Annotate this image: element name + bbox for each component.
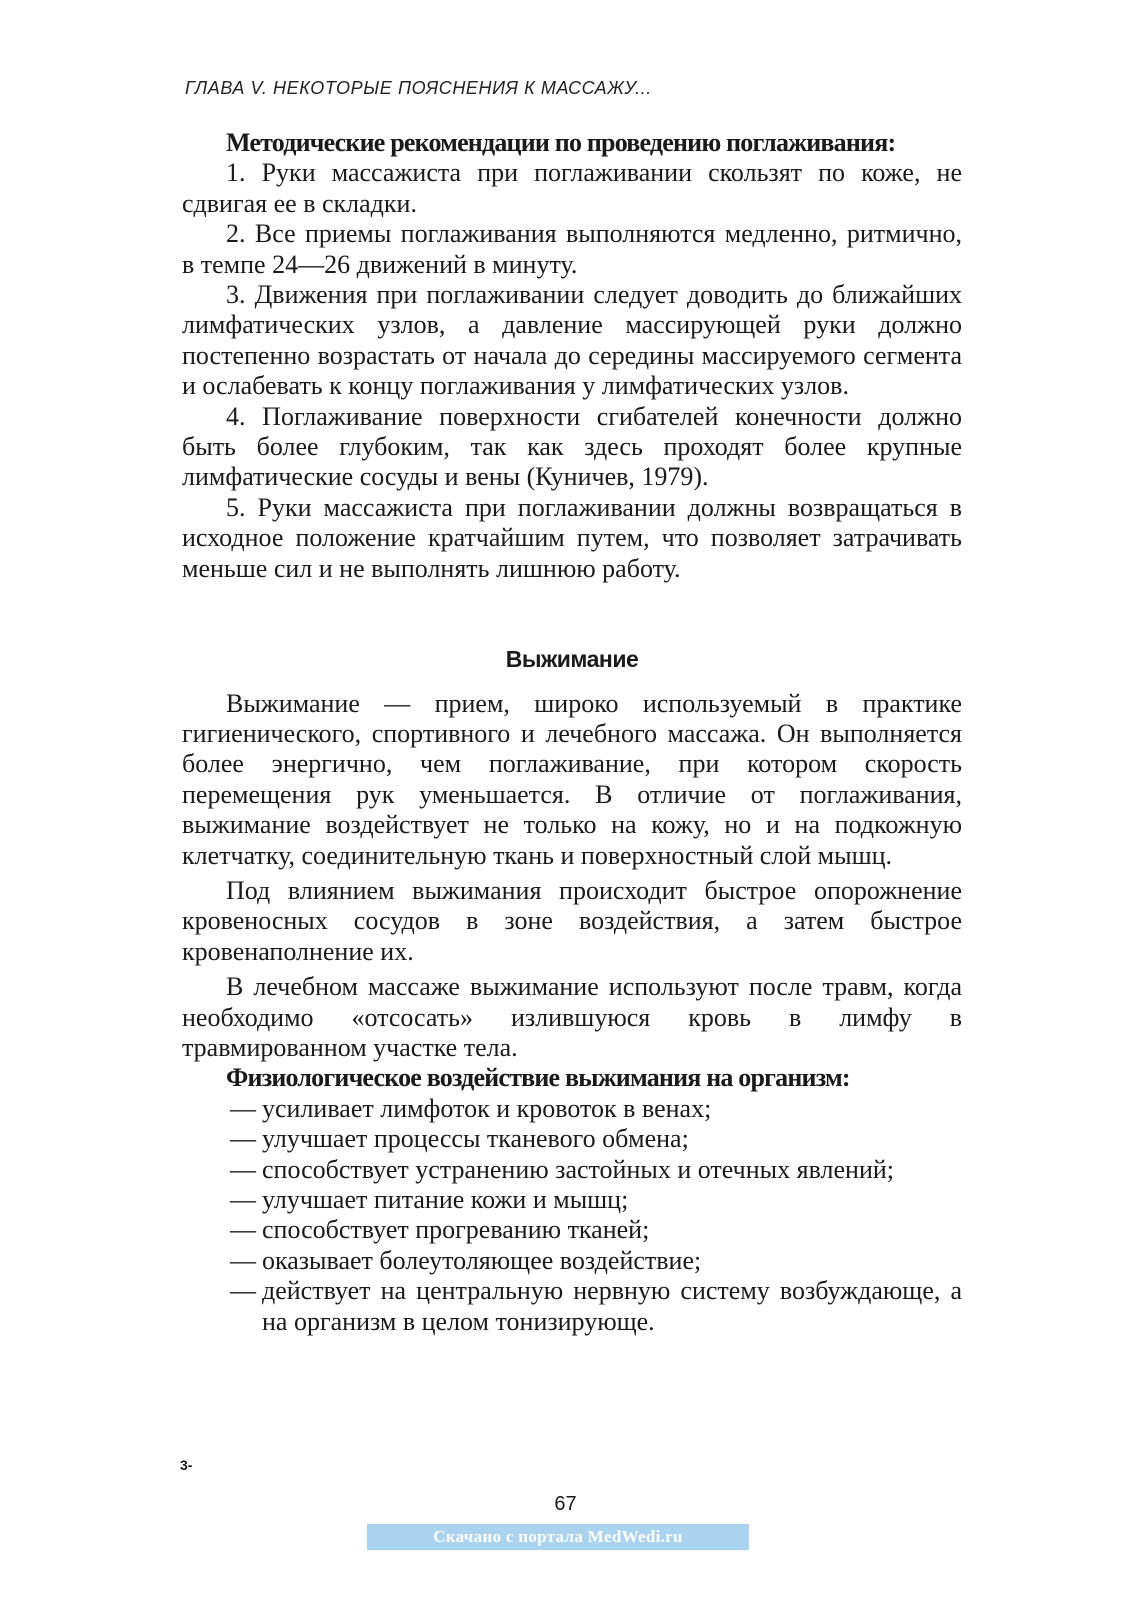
effect-item <box>182 1185 962 1215</box>
download-watermark-banner: Скачано с портала MedWedi.ru <box>367 1524 749 1550</box>
effect-item <box>182 1246 962 1276</box>
page-number: 67 <box>554 1493 577 1515</box>
effect-item <box>182 1276 962 1337</box>
effect-item <box>182 1155 962 1185</box>
dash-marker: — <box>230 1215 256 1245</box>
stroking-guideline-3: 3. Движения при поглаживании следует доводить до ближайших лимфатических узлов, а давление массирующей руки должно постепенно возрастать от начала до середины массируемого сегмента и ослабевать к концу поглаживания у лимфатических узлов. <box>182 280 962 401</box>
physiological-effects-heading: Физиологическое воздействие выжимания на организм: <box>226 1063 850 1093</box>
stroking-guideline-1: 1. Руки массажиста при поглаживании скользят по коже, не сдвигая ее в складки. <box>182 158 962 218</box>
stroking-guidelines-heading: Методические рекомендации по проведению поглаживания: <box>226 128 896 157</box>
stroking-guideline-4: 4. Поглаживание поверхности сгибателей конечности должно быть более глубоким, так как здесь проходят более крупные лимфатические сосуды и вены (Куничев, 1979). <box>182 401 962 492</box>
effect-text: способствует прогреванию тканей; <box>262 1215 650 1245</box>
physiological-effects-list <box>182 1094 962 1337</box>
dash-marker: — <box>230 1276 256 1306</box>
squeezing-paragraph-2: Под влиянием выжимания происходит быстрое опорожнение кровеносных сосудов в зоне воздействия, а затем быстрое кровенаполнение их. <box>182 875 962 966</box>
stroking-guideline-2: 2. Все приемы поглаживания выполняются медленно, ритмично, в темпе 24—26 движений в минуту. <box>182 219 962 279</box>
effect-text: способствует устранению застойных и отечных явлений; <box>262 1154 895 1184</box>
effect-item <box>182 1124 962 1154</box>
dash-marker: — <box>230 1124 256 1154</box>
signature-mark: 3- <box>180 1457 193 1473</box>
squeezing-paragraph-1: Выжимание — прием, широко используемый в практике гигиенического, спортивного и лечебного массажа. Он выполняется более энергично, чем поглаживание, при котором скорость перемещения рук уменьшается. В отличие от поглаживания, выжимание воздействует не только на кожу, но и на подкожную клетчатку, соединительную ткань и поверхностный слой мышц. <box>182 688 962 870</box>
text-column <box>182 128 962 1337</box>
running-head: ГЛАВА V. НЕКОТОРЫЕ ПОЯСНЕНИЯ К МАССАЖУ... <box>185 78 652 98</box>
dash-marker: — <box>230 1245 256 1275</box>
dash-marker: — <box>230 1185 256 1214</box>
effect-text: оказывает болеутоляющее воздействие; <box>262 1245 702 1275</box>
effect-item <box>182 1215 962 1245</box>
effect-text: усиливает лимфоток и кровоток в венах; <box>262 1093 712 1123</box>
squeezing-paragraph-3: В лечебном массаже выжимание используют после травм, когда необходимо «отсосать» излившуюся кровь в лимфу в травмированном участке тела. <box>182 972 962 1062</box>
effect-item <box>182 1094 962 1124</box>
effect-text: действует на центральную нервную систему возбуждающе, а на организм в целом тонизирующе. <box>262 1276 962 1336</box>
effect-text: улучшает питание кожи и мышц; <box>262 1185 629 1214</box>
section-title-squeezing: Выжимание <box>505 646 639 673</box>
dash-marker: — <box>230 1154 256 1184</box>
effect-text: улучшает процессы тканевого обмена; <box>262 1124 689 1154</box>
dash-marker: — <box>230 1093 256 1123</box>
stroking-guideline-5: 5. Руки массажиста при поглаживании должны возвращаться в исходное положение кратчайшим путем, что позволяет затрачивать меньше сил и не выполнять лишнюю работу. <box>182 492 962 583</box>
